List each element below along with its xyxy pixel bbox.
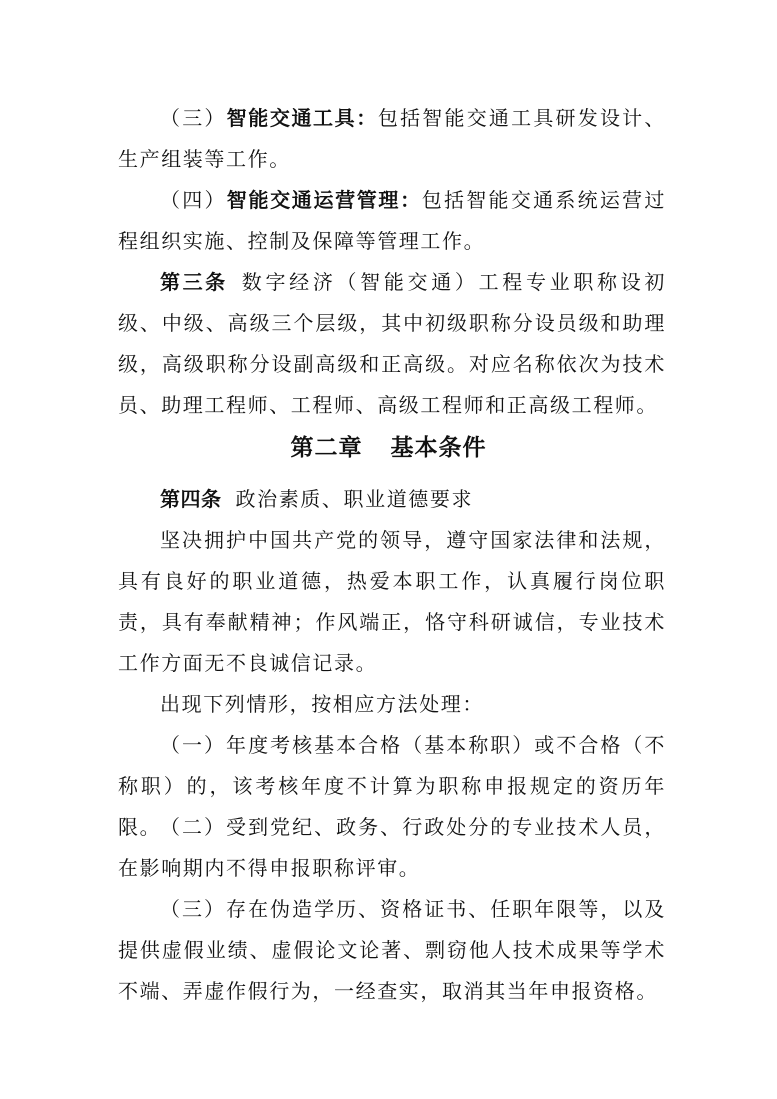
- article-4-heading: 政治素质、职业道德要求: [235, 487, 474, 511]
- item-3-prefix: （三）: [160, 106, 227, 130]
- case-1-paragraph: （一）年度考核基本合格（基本称职）或不合格（不称职）的，该考核年度不计算为职称申报规定的资历年限。: [118, 733, 666, 839]
- article-3-text: 数字经济（智能交通）工程专业职称设初级、中级、高级三个层级，其中初级职称分设员级和助理级，高级职称分设副高级和正高级。对应名称依次为技术员、助理工程师、工程师、高级工程师和正高级工程师。: [118, 270, 666, 417]
- item-4-heading: 智能交通运营管理：: [226, 188, 422, 212]
- item-4-text: 包括智能交通系统运营过程组织实施、控制及保障等管理工作。: [118, 188, 666, 253]
- article-3-label: 第三条: [160, 270, 228, 294]
- item-3-paragraph: [118, 98, 666, 180]
- article-3-paragraph: [118, 262, 666, 426]
- item-4-prefix: （四）: [160, 188, 227, 212]
- case-3-paragraph: （三）存在伪造学历、资格证书、任职年限等，以及提供虚假业绩、虚假论文论著、剽窃他人技术成果等学术不端、弄虚作假行为，一经查实，取消其当年申报资格。: [118, 897, 666, 1003]
- item-3-text: 包括智能交通工具研发设计、生产组装等工作。: [118, 106, 666, 171]
- article-4-paragraph-1: 坚决拥护中国共产党的领导，遵守国家法律和法规，具有良好的职业道德，热爱本职工作，认真履行岗位职责，具有奉献精神；作风端正，恪守科研诚信，专业技术工作方面无不良诚信记录。: [118, 528, 666, 675]
- case-2-paragraph: （二）受到党纪、政务、行政处分的专业技术人员，在影响期内不得申报职称评审。: [118, 815, 666, 880]
- chapter-2-title: 基本条件: [390, 435, 487, 461]
- item-3-heading: 智能交通工具：: [226, 106, 378, 130]
- article-4-label: 第四条: [160, 487, 222, 511]
- chapter-2-number: 第二章: [290, 435, 363, 461]
- article-4-heading-paragraph: [118, 479, 666, 520]
- chapter-2-heading: [0, 429, 777, 462]
- article-4-paragraph-2: 出现下列情形，按相应方法处理：: [160, 692, 484, 716]
- item-4-paragraph: [118, 180, 666, 262]
